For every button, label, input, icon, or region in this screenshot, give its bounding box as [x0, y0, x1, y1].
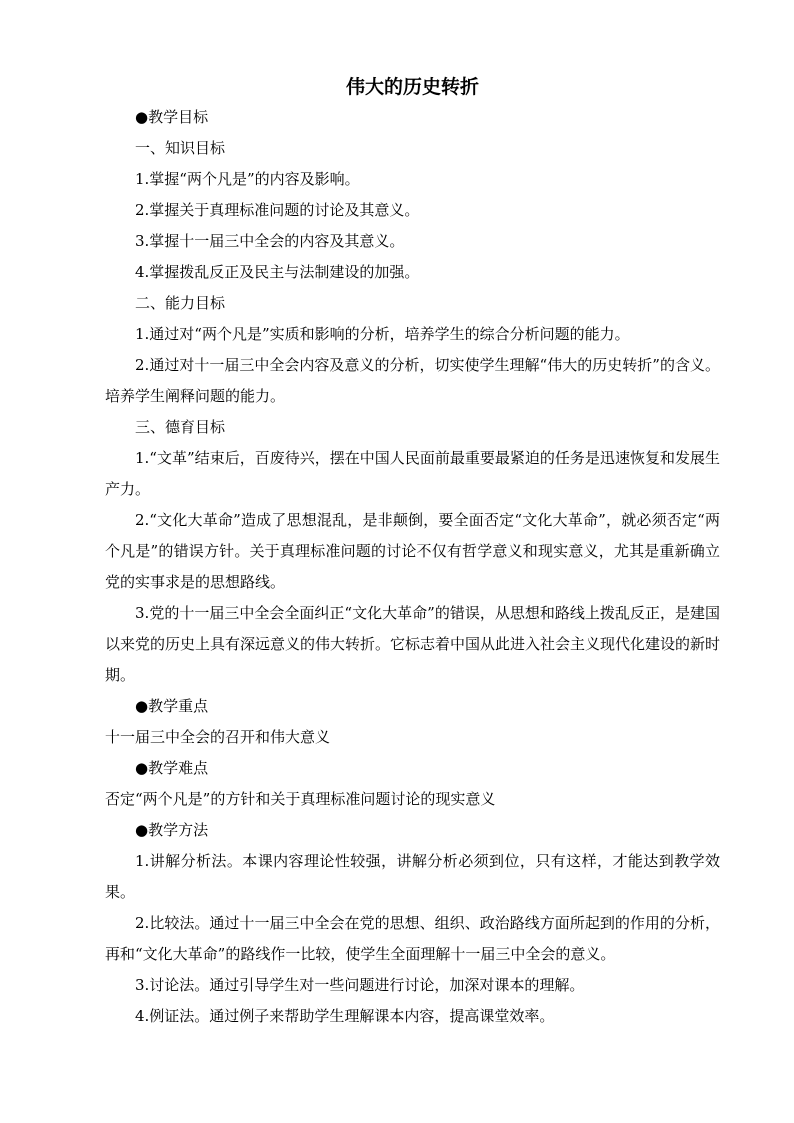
moral-goal-item: 1.“文革”结束后，百废待兴，摆在中国人民面前最重要最紧迫的任务是迅速恢复和发展生产力。 [105, 449, 720, 498]
subheading-ability-goals: 二、能力目标 [135, 294, 226, 312]
section-heading-key-point: ●教学重点 [135, 697, 209, 715]
method-item: 4.例证法。通过例子来帮助学生理解课本内容，提高课堂效率。 [135, 1007, 555, 1025]
moral-goal-item: 2.“文化大革命”造成了思想混乱，是非颠倒，要全面否定“文化大革命”，就必须否定“两个凡是”的错误方针。关于真理标准问题的讨论不仅有哲学意义和现实意义，尤其是重新确立党的实事求是的思想路线。 [105, 511, 720, 591]
knowledge-goal-item: 1.掌握“两个凡是”的内容及影响。 [135, 170, 360, 188]
knowledge-goal-item: 2.掌握关于真理标准问题的讨论及其意义。 [135, 201, 420, 219]
knowledge-goal-item: 4.掌握拨乱反正及民主与法制建设的加强。 [135, 263, 420, 281]
method-item: 1.讲解分析法。本课内容理论性较强，讲解分析必须到位，只有这样，才能达到教学效果。 [105, 852, 720, 901]
section-heading-teaching-goals: ●教学目标 [135, 108, 209, 126]
subheading-knowledge-goals: 一、知识目标 [135, 139, 226, 157]
subheading-moral-goals: 三、德育目标 [135, 418, 226, 436]
section-heading-methods: ●教学方法 [135, 821, 209, 839]
method-item: 3.讨论法。通过引导学生对一些问题进行讨论，加深对课本的理解。 [135, 976, 585, 994]
method-item: 2.比较法。通过十一届三中全会在党的思想、组织、政治路线方面所起到的作用的分析，再和“文化大革命”的路线作一比较，使学生全面理解十一届三中全会的意义。 [105, 914, 720, 963]
document-body [105, 72, 720, 1032]
ability-goal-item: 2.通过对十一届三中全会内容及意义的分析，切实使学生理解“伟大的历史转折”的含义。培养学生阐释问题的能力。 [105, 356, 720, 405]
key-point-text: 十一届三中全会的召开和伟大意义 [105, 728, 331, 746]
moral-goal-item: 3.党的十一届三中全会全面纠正“文化大革命”的错误，从思想和路线上拨乱反正，是建国以来党的历史上具有深远意义的伟大转折。它标志着中国从此进入社会主义现代化建设的新时期。 [105, 604, 721, 684]
ability-goal-item: 1.通过对“两个凡是”实质和影响的分析，培养学生的综合分析问题的能力。 [135, 325, 630, 343]
document-title: 伟大的历史转折 [345, 76, 479, 98]
knowledge-goal-item: 3.掌握十一届三中全会的内容及其意义。 [135, 232, 405, 250]
section-heading-difficulty: ●教学难点 [135, 759, 209, 777]
difficulty-text: 否定“两个凡是”的方针和关于真理标准问题讨论的现实意义 [105, 790, 496, 808]
